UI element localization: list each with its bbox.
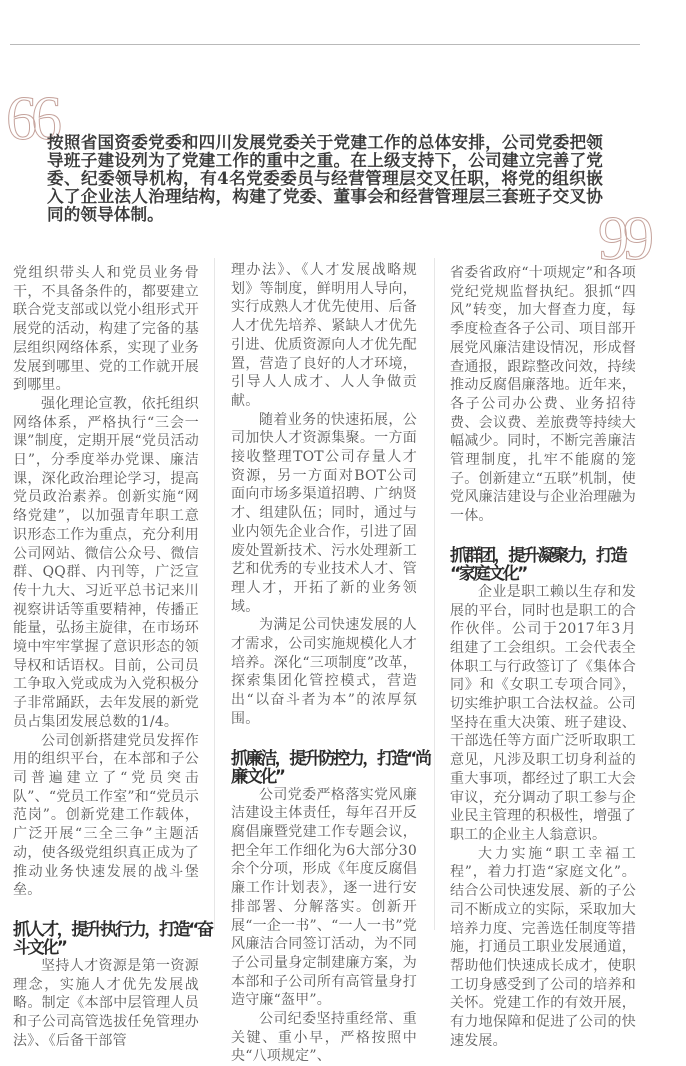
column-divider [214,258,215,930]
paragraph: 公司纪委坚持重经常、重关键、重小早，严格按照中央“八项规定”、 [231,1011,417,1065]
heading-line: 廉文化” [231,766,284,787]
paragraph: 公司创新搭建党员发挥作用的组织平台，在本部和子公司普遍建立了“党员突击队”、“党员工作室”和“党员示范岗”。创新党建工作载体，广泛开展“三全三争”主题活动，使各级党组织真正成为了推动业务快速发展的战斗堡垒。 [13,732,199,899]
article-column-3 [450,264,636,1050]
paragraph: 强化理论宣教，依托组织网络体系，严格执行“三会一课”制度，定期开展“党员活动日”，分季度举办党课、廉洁课，深化政治理论学习，提高党员政治素养。创新实施“网络党建”，以加强青年职工意识形态工作为重点，充分利用公司网站、微信公众号、微信群、QQ群、内刊等，广泛宣传十九大、习近平总书记来川视察讲话等重要精神，传播正能量，弘扬主旋律，在市场环境中牢牢掌握了意识形态的领导权和话语权。目前，公司员工争取入党或成为入党积极分子非常踊跃，去年发展的新党员占集团发展总数的1/4。 [13,395,199,730]
heading-line: 抓人才，提升执行力，打造“奋 [13,919,212,940]
close-quote-icon: 99 [598,205,648,273]
paragraph: 随着业务的快速拓展，公司加快人才资源集聚。一方面接收整理TOT公司存量人才资源，另一方面对BOT公司面向市场多渠道招聘、广纳贤才、组建队伍；同时，通过与业内领先企业合作，引进了固废处置新技术、污水处理新工艺和优秀的专业技术人才、管理人才，开拓了新的业务领域。 [231,411,417,615]
top-rule [10,44,640,45]
column-divider [434,258,435,930]
paragraph: 理办法》、《人才发展战略规划》等制度，鲜明用人导向，实行成熟人才优先使用、后备人才优先培养、紧缺人才优先引进、优质资源向人才优先配置，营造了良好的人才环境，引导人人成才、人人争做贡献。 [231,262,417,409]
heading-line: 抓廉洁，提升防控力，打造“尚 [231,748,430,769]
paragraph: 公司党委严格落实党风廉洁建设主体责任，每年召开反腐倡廉暨党建工作专题会议，把全年工作细化为6大部分30余个分项，形成《年度反腐倡廉工作计划表》，逐一进行安排部署、分解落实。创新开展“一企一书”、“一人一书”党风廉洁合同签订活动，为不同子公司量身定制建廉方案，为本部和子公司所有高管量身打造守廉“盔甲”。 [231,786,417,1009]
article-column-1 [13,264,212,1050]
paragraph: 省委省政府“十项规定”和各项党纪党规监督执纪。狠抓“四风”转变，加大督查力度，每季度检查各子公司、项目部开展党风廉洁建设情况，形成督查通报，跟踪整改问效，持续推动反腐倡廉落地。近年来，各子公司办公费、业务招待费、会议费、差旅费等持续大幅减少。同时，不断完善廉洁管理制度，扎牢不能腐的笼子。创新建立“五联”机制，使党风廉洁建设与企业治理融为一体。 [450,265,636,525]
pull-quote: 按照省国资委党委和四川发展党委关于党建工作的总体安排，公司党委把领导班子建设列为了党建工作的重中之重。在上级支持下，公司建立完善了党委、纪委领导机构，有4名党委委员与经营管理层交叉任职，将党的组织嵌入了企业法人治理结构，构建了党委、董事会和经营管理层三套班子交叉协同的领导体制。 [47,132,603,224]
paragraph: 党组织带头人和党员业务骨干，不具备条件的，都要建立联合党支部或以党小组形式开展党的活动，构建了完备的基层组织网络体系，实现了业务发展到哪里、党的工作就开展到哪里。 [13,265,199,394]
paragraph: 大力实施“职工幸福工程”，着力打造“家庭文化”。结合公司快速发展、新的子公司不断成立的实际，采取加大培养力度、完善选任制度等措施，打通员工职业发展通道，帮助他们快速成长成才，使职工切身感受到了公司的培养和关怀。党建工作的有效开展，有力地保障和促进了公司的快速发展。 [450,845,636,1049]
paragraph: 企业是职工赖以生存和发展的平台，同时也是职工的合作伙伴。公司于2017年3月组建了工会组织。工会代表全体职工与行政签订了《集体合同》和《女职工专项合同》，切实维护职工合法权益。公司坚持在重大决策、班子建设、干部选任等方面广泛听取职工意见，凡涉及职工切身利益的重大事项，都经过了职工大会审议，充分调动了职工参与企业民主管理的积极性，增强了职工的企业主人翁意识。 [450,583,636,843]
heading-line: 抓群团，提升凝聚力，打造 [450,545,626,566]
section-heading-integrity [231,748,430,787]
paragraph: 坚持人才资源是第一资源理念，实施人才优先发展战略。制定《本部中层管理人员和子公司高管选拔任免管理办法》、《后备干部管 [13,957,199,1049]
open-quote-icon: 66 [6,85,56,153]
paragraph: 为满足公司快速发展的人才需求，公司实施规模化人才培养。深化“三项制度”改革，探索集团化管控模式，营造出“以奋斗者为本”的浓厚氛围。 [231,617,417,727]
heading-line: 斗文化” [13,937,66,958]
heading-line: “家庭文化” [450,563,526,584]
section-heading-mass-organizations [450,547,636,583]
article-column-2 [231,261,430,1066]
